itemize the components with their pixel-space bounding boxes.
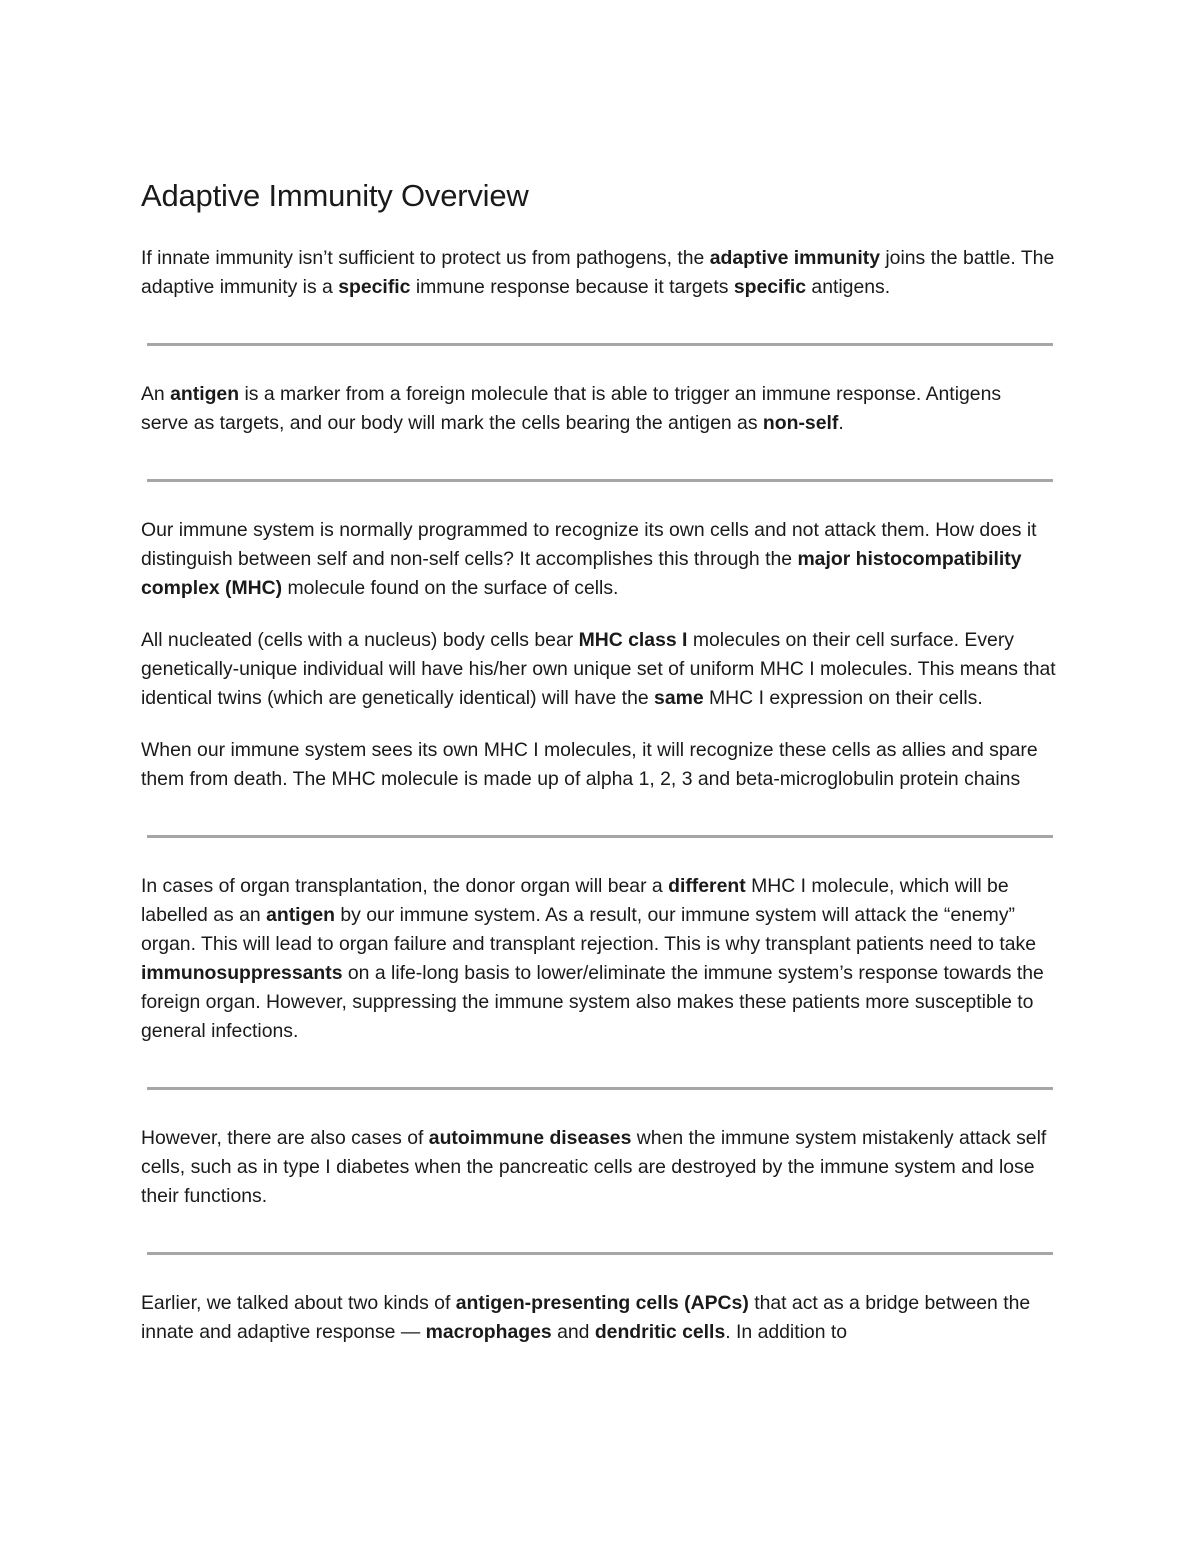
text-run: on a life-long basis to lower/eliminate the immune system’s response towards the foreign organ. However, suppressing the immune system also makes these patients more susceptible to general infections. xyxy=(141,962,1044,1042)
text-run: However, there are also cases of xyxy=(141,1127,429,1149)
text-run: When our immune system sees its own MHC I molecules, it will recognize these cells as allies and spare them from death. The MHC molecule is made up of alpha 1, 2, 3 and beta-microglobulin protein chains xyxy=(141,739,1038,790)
paragraph-mhc-allies xyxy=(141,736,1046,794)
paragraph-apcs xyxy=(141,1289,1056,1347)
bold-term: different xyxy=(668,875,746,897)
text-run: immune response because it targets xyxy=(410,276,734,298)
text-run: molecule found on the surface of cells. xyxy=(282,577,619,599)
bold-term: macrophages xyxy=(425,1321,552,1343)
text-run: MHC I expression on their cells. xyxy=(703,687,983,709)
bold-term: adaptive immunity xyxy=(709,247,880,269)
text-run: In cases of organ transplantation, the donor organ will bear a xyxy=(141,875,669,897)
bold-term: antigen-presenting cells (APCs) xyxy=(455,1292,749,1314)
paragraph-mhc xyxy=(141,516,1056,603)
text-run: If innate immunity isn’t sufficient to protect us from pathogens, the xyxy=(141,247,710,269)
text-run: Our immune system is normally programmed to recognize its own cells and not attack them. How does it distinguish between self and non-self cells? It accomplishes this through the xyxy=(141,519,1037,570)
bold-term: major histocompatibility complex (MHC) xyxy=(141,548,1022,599)
text-run: An xyxy=(141,383,171,405)
text-run: molecules on their cell surface. Every genetically-unique individual will have his/her own unique set of uniform MHC I molecules. This means that identical twins (which are genetically identical) will have the xyxy=(141,629,1056,709)
paragraph-antigen xyxy=(141,380,1041,438)
text-run: joins the battle. The adaptive immunity is a xyxy=(141,247,1055,298)
text-run: that act as a bridge between the innate and adaptive response — xyxy=(141,1292,1031,1343)
text-run: is a marker from a foreign molecule that is able to trigger an immune response. Antigens serve as targets, and our body will mark the cells bearing the antigen as xyxy=(141,383,1002,434)
bold-term: MHC class I xyxy=(578,629,688,651)
paragraph-mhc-class-i xyxy=(141,626,1056,713)
text-run: . xyxy=(838,412,844,434)
bold-term: same xyxy=(654,687,704,709)
text-run: and xyxy=(551,1321,595,1343)
page-title: Adaptive Immunity Overview xyxy=(141,178,529,213)
text-run: . In addition to xyxy=(725,1321,848,1343)
text-run: MHC I molecule, which will be labelled as an xyxy=(141,875,1009,926)
bold-term: antigen xyxy=(266,904,336,926)
bold-term: non-self xyxy=(762,412,839,434)
paragraph-autoimmune xyxy=(141,1124,1056,1211)
bold-term: antigen xyxy=(170,383,240,405)
text-run: when the immune system mistakenly attack self cells, such as in type I diabetes when the pancreatic cells are destroyed by the immune system and lose their functions. xyxy=(141,1127,1047,1207)
document-page xyxy=(141,176,1061,1347)
bold-term: immunosuppressants xyxy=(141,962,343,984)
text-run: Earlier, we talked about two kinds of xyxy=(141,1292,456,1314)
bold-term: specific xyxy=(338,276,411,298)
text-run: by our immune system. As a result, our immune system will attack the “enemy” organ. This will lead to organ failure and transplant rejection. This is why transplant patients need to take xyxy=(141,904,1036,955)
bold-term: autoimmune diseases xyxy=(428,1127,632,1149)
text-run: All nucleated (cells with a nucleus) body cells bear xyxy=(141,629,579,651)
paragraph-transplantation xyxy=(141,872,1061,1046)
bold-term: specific xyxy=(733,276,807,298)
text-run: antigens. xyxy=(806,276,891,298)
bold-term: dendritic cells xyxy=(594,1321,726,1343)
paragraph-intro xyxy=(141,244,1056,302)
